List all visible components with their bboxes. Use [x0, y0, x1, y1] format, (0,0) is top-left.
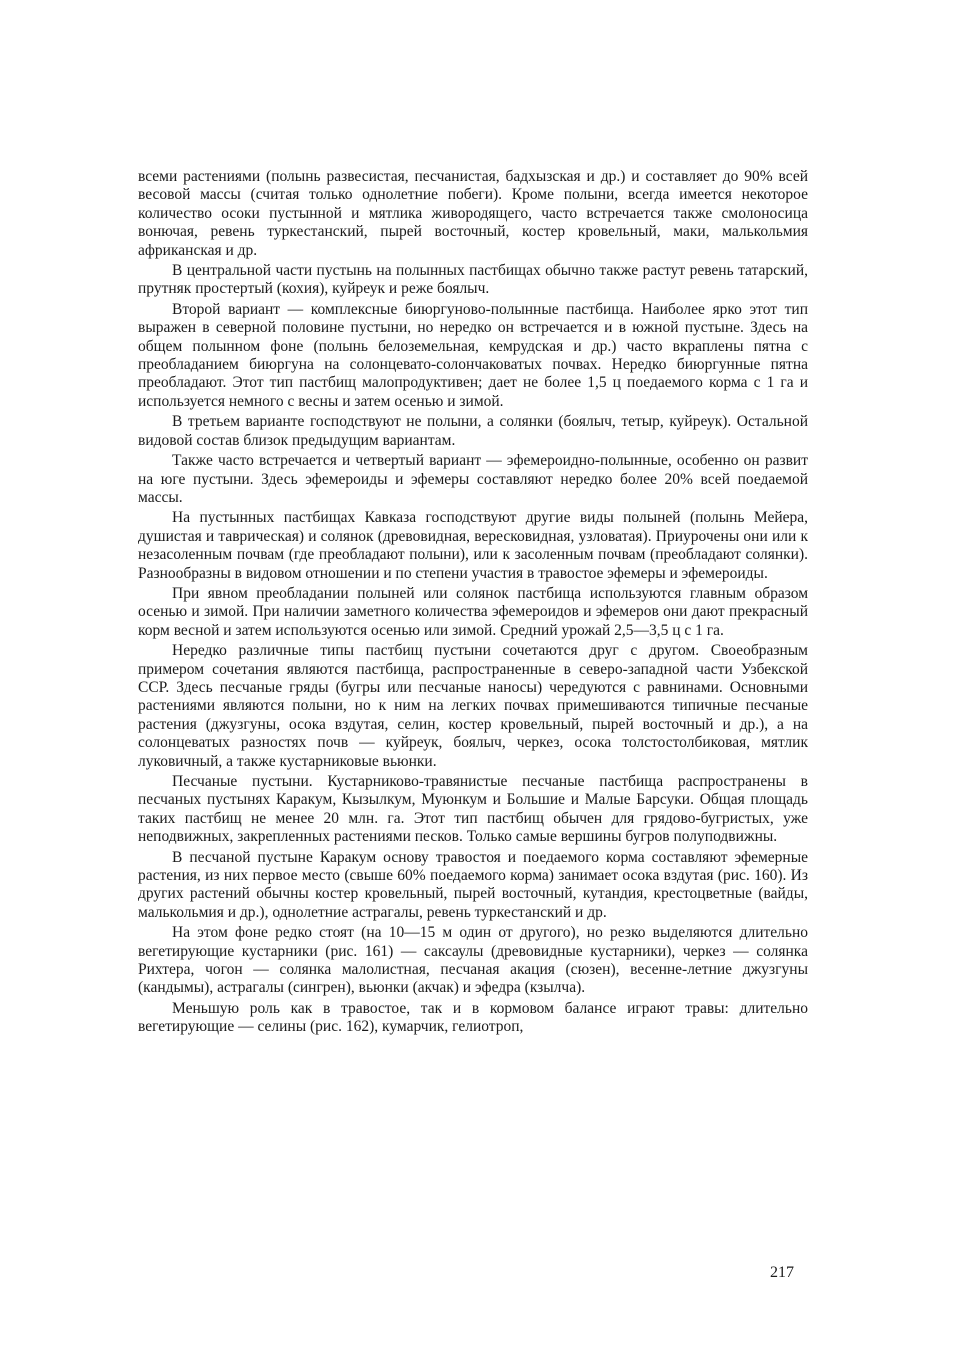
paragraph: В центральной части пустынь на полынных пастбищах обычно также растут ревень татарский, прутняк простертый (кохия), куйреук и реже боялыч.: [138, 262, 808, 298]
paragraph: При явном преобладании полыней или солянок пастбища используются главным образом осенью и зимой. При наличии заметного количества эфемероидов и эфемеров они дают прекрасный корм весной и затем используются осенью или зимой. Средний урожай 2,5—3,5 ц с 1 га.: [138, 584, 808, 639]
paragraph: На этом фоне редко стоят (на 10—15 м один от другого), но резко выделяются длительно вегетирующие кустарники (рис. 161) — саксаулы (древовидные кустарники), черкез — солянка Рихтера, чогон — солянка малолистная, песчаная акация (сюзен), весенне-летние джузгуны (кандымы), астрагалы (сингрен), вьюнки (акчак) и эфедра (кзылча).: [138, 924, 808, 997]
paragraph: Нередко различные типы пастбищ пустыни сочетаются друг с другом. Своеобразным примером сочетания являются пастбища, распространенные в северо-западной части Узбекской ССР. Здесь песчаные гряды (бугры или песчаные наносы) чередуются с равнинами. Основными растениями являются полыни, но к ним на легких почвах примешиваются типичные песчаные растения (джузгуны, осока вздутая, селин, костер кровельный, пырей восточный и др.), а на солонцеватых разностях почв — куйреук, боялыч, черкез, осока толстостолбиковая, мятлик луковичный, а также кустарниковые вьюнки.: [138, 642, 808, 770]
page-text: [138, 168, 808, 1039]
paragraph: В третьем варианте господствуют не полыни, а солянки (боялыч, тетыр, куйреук). Остальной видовой состав близок предыдущим вариантам.: [138, 413, 808, 449]
page-number: 217: [770, 1264, 794, 1281]
paragraph: Второй вариант — комплексные биюргуново-полынные пастбища. Наиболее ярко этот тип выражен в северной половине пустыни, но нередко он встречается и в южной пустыне. Здесь на общем полынном фоне (полынь белоземельная, кемрудская и др.) часто вкраплены пятна с преобладанием биюргуна на солонцевато-солончаковатых почвах. Нередко биюргунные пятна преобладают. Этот тип пастбищ малопродуктивен; дает не более 1,5 ц поедаемого корма с 1 га и используется немного с весны и затем осенью и зимой.: [138, 300, 808, 410]
paragraph: Также часто встречается и четвертый вариант — эфемероидно-полынные, особенно он развит на юге пустыни. Здесь эфемероиды и эфемеры составляют нередко более 20% всей поедаемой массы.: [138, 452, 808, 506]
paragraph: На пустынных пастбищах Кавказа господствуют другие виды полыней (полынь Мейера, душистая и таврическая) и солянок (древовидная, вересковидная, узловатая). Приурочены они или к незасоленным почвам (где преобладают полыни), или к засоленным почвам (преобладают солянки). Разнообразны в видовом отношении и по степени участия в травостое эфемеры и эфемероиды.: [138, 509, 808, 582]
paragraph: В песчаной пустыне Каракум основу травостоя и поедаемого корма составляют эфемерные растения, из них первое место (свыше 60% поедаемого корма) занимает осока вздутая (рис. 160). Из других растений обычны костер кровельный, пырей восточный, кутандия, крестоцветные (вайды, малькольмия и др.), однолетние астрагалы, ревень туркестанский и др.: [138, 848, 808, 921]
paragraph: всеми растениями (полынь развесистая, песчанистая, бадхызская и др.) и составляет до 90% всей весовой массы (считая только однолетние побеги). Кроме полыни, всегда имеется некоторое количество осоки пустынной и мятлика живородящего, часто встречается также смолоносица вонючая, ревень туркестанский, пырей восточный, костер кровельный, маки, малькольмия африканская и др.: [138, 168, 808, 259]
paragraph: Меньшую роль как в травостое, так и в кормовом балансе играют травы: длительно вегетирующие — селины (рис. 162), кумарчик, гелиотроп,: [138, 999, 808, 1036]
paragraph: Песчаные пустыни. Кустарниково-травянистые песчаные пастбища распространены в песчаных пустынях Каракум, Кызылкум, Муюнкум и Большие и Малые Барсуки. Общая площадь таких пастбищ не менее 20 млн. га. Этот тип пастбищ обычен для грядово-бугристых, уже неподвижных, закрепленных растениями песков. Только самые вершины бугров полуподвижны.: [138, 773, 808, 846]
